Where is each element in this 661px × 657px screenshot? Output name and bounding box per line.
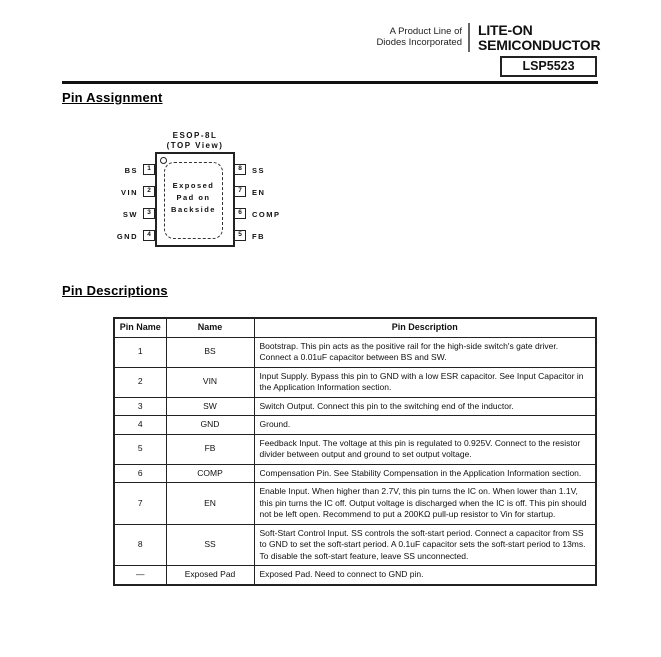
table-row bbox=[114, 483, 596, 525]
exposed-pad-text bbox=[164, 180, 223, 216]
pin-label-bs: BS bbox=[124, 166, 138, 175]
cell-description: Enable Input. When higher than 2.7V, this pin turns the IC on. When lower than 1.1V, this pin turns the IC off. Output voltage is discharged when the IC is off. This pin should not be left open. Recommend to put a 200KΩ pull-up resistor to Vin for startup. bbox=[254, 483, 596, 525]
pin-descriptions-heading: Pin Descriptions bbox=[62, 283, 168, 298]
cell-description: Feedback Input. The voltage at this pin is regulated to 0.925V. Connect to the resistor divider between output and ground to set output voltage. bbox=[254, 434, 596, 464]
pin-label-fb: FB bbox=[252, 232, 265, 241]
brand-line2: SEMICONDUCTOR bbox=[478, 36, 601, 53]
table-row bbox=[114, 464, 596, 483]
exposed-pad-text-line2: Pad on bbox=[176, 193, 211, 202]
cell-name: SS bbox=[166, 524, 254, 566]
cell-pin: 4 bbox=[114, 416, 166, 435]
table-row bbox=[114, 367, 596, 397]
cell-pin: 1 bbox=[114, 337, 166, 367]
col-header-name: Name bbox=[166, 318, 254, 337]
pin1-indicator-circle bbox=[160, 157, 167, 164]
cell-pin: 6 bbox=[114, 464, 166, 483]
package-name: ESOP-8L bbox=[172, 131, 218, 140]
table-row bbox=[114, 566, 596, 585]
product-line-line1: A Product Line of bbox=[389, 26, 462, 37]
table-row bbox=[114, 524, 596, 566]
package-label bbox=[145, 131, 245, 150]
cell-description: Bootstrap. This pin acts as the positive rail for the high-side switch's gate driver. Connect a 0.01uF capacitor between BS and SW. bbox=[254, 337, 596, 367]
cell-name: Exposed Pad bbox=[166, 566, 254, 585]
pin-box-3: 3 bbox=[143, 208, 155, 219]
table-row bbox=[114, 434, 596, 464]
part-number-box: LSP5523 bbox=[500, 56, 597, 77]
product-line-line2: Diodes Incorporated bbox=[376, 37, 462, 48]
cell-description: Exposed Pad. Need to connect to GND pin. bbox=[254, 566, 596, 585]
pin-box-7: 7 bbox=[234, 186, 246, 197]
cell-pin: 3 bbox=[114, 397, 166, 416]
cell-name: GND bbox=[166, 416, 254, 435]
cell-pin: 8 bbox=[114, 524, 166, 566]
cell-description: Ground. bbox=[254, 416, 596, 435]
cell-description: Switch Output. Connect this pin to the switching end of the inductor. bbox=[254, 397, 596, 416]
pin-descriptions-table bbox=[113, 317, 597, 586]
pin-box-8: 8 bbox=[234, 164, 246, 175]
header-vertical-divider bbox=[468, 23, 470, 52]
exposed-pad-text-line3: Backside bbox=[171, 205, 216, 214]
cell-description: Input Supply. Bypass this pin to GND with a low ESR capacitor. See Input Capacitor in the Application Information section. bbox=[254, 367, 596, 397]
cell-pin: 7 bbox=[114, 483, 166, 525]
pin-label-comp: COMP bbox=[252, 210, 281, 219]
cell-description: Soft-Start Control Input. SS controls the soft-start period. Connect a capacitor from SS to GND to set the soft-start period. A 0.1uF capacitor sets the soft-start period to 13ms. To disable the soft-start feature, leave SS unconnected. bbox=[254, 524, 596, 566]
col-header-pin-name: Pin Name bbox=[114, 318, 166, 337]
pin-label-vin: VIN bbox=[120, 188, 138, 197]
cell-name: COMP bbox=[166, 464, 254, 483]
pin-label-gnd: GND bbox=[116, 232, 138, 241]
cell-pin: — bbox=[114, 566, 166, 585]
pin-box-2: 2 bbox=[143, 186, 155, 197]
pin-box-5: 5 bbox=[234, 230, 246, 241]
pin-box-4: 4 bbox=[143, 230, 155, 241]
pin-label-sw: SW bbox=[122, 210, 138, 219]
package-view: (TOP View) bbox=[166, 140, 224, 150]
cell-name: VIN bbox=[166, 367, 254, 397]
brand-logo-text bbox=[478, 23, 608, 52]
pin-label-ss: SS bbox=[252, 166, 266, 175]
table-row bbox=[114, 416, 596, 435]
product-line-text bbox=[330, 26, 462, 48]
pin-box-1: 1 bbox=[143, 164, 155, 175]
cell-pin: 5 bbox=[114, 434, 166, 464]
col-header-pin-description: Pin Description bbox=[254, 318, 596, 337]
table-row bbox=[114, 337, 596, 367]
brand-line1: LITE-ON bbox=[478, 22, 533, 38]
pin-box-6: 6 bbox=[234, 208, 246, 219]
table-header-row bbox=[114, 318, 596, 337]
pin-label-en: EN bbox=[252, 188, 266, 197]
pin-assignment-heading: Pin Assignment bbox=[62, 90, 163, 105]
table-row bbox=[114, 397, 596, 416]
cell-name: FB bbox=[166, 434, 254, 464]
cell-name: SW bbox=[166, 397, 254, 416]
cell-name: BS bbox=[166, 337, 254, 367]
cell-name: EN bbox=[166, 483, 254, 525]
cell-description: Compensation Pin. See Stability Compensation in the Application Information section. bbox=[254, 464, 596, 483]
header-rule bbox=[62, 81, 598, 84]
cell-pin: 2 bbox=[114, 367, 166, 397]
exposed-pad-text-line1: Exposed bbox=[172, 181, 215, 190]
